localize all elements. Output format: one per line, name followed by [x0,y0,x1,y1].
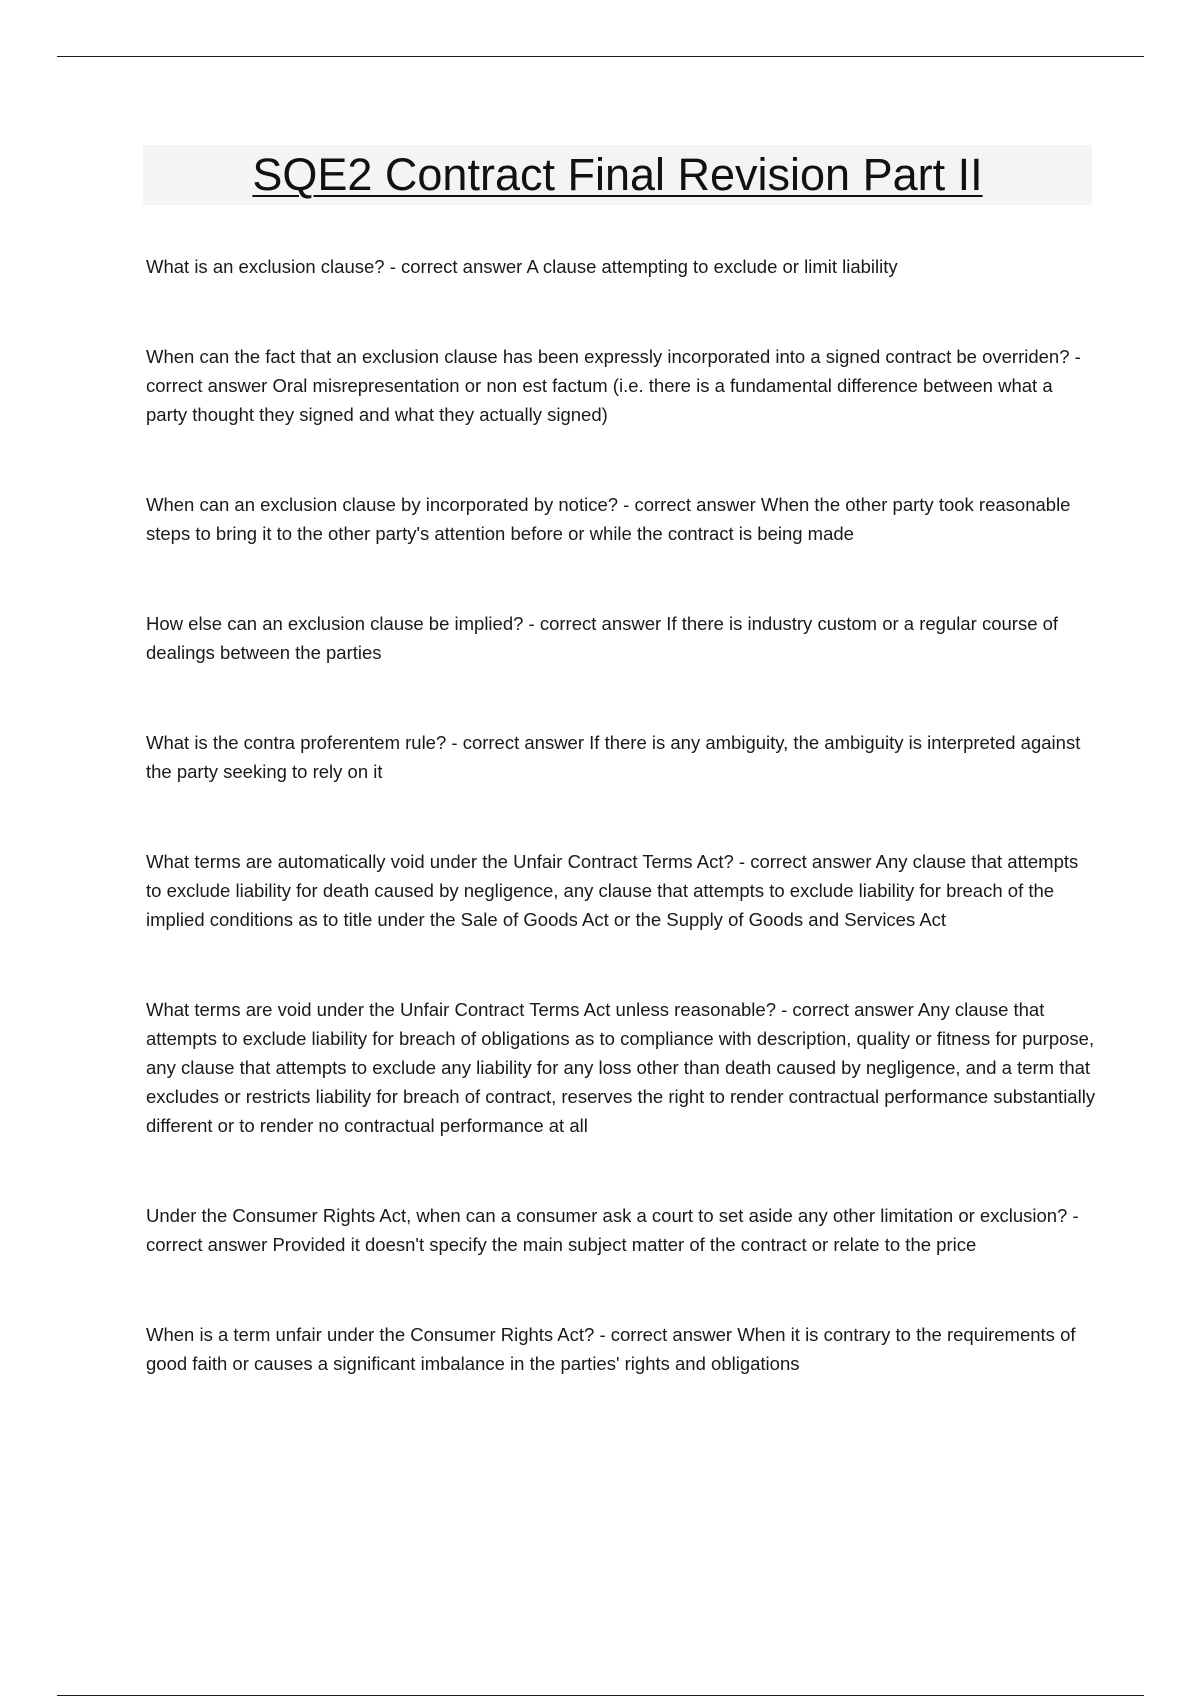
qa-item-3: When can an exclusion clause by incorporated by notice? - correct answer When the other party took reasonable steps to bring it to the other party's attention before or while the contract is being made [146,494,1071,544]
qa-item-6: What terms are automatically void under the Unfair Contract Terms Act? - correct answer Any clause that attempts to exclude liability for death caused by negligence, any clause that attempts to exclude liability for breach of the implied conditions as to title under the Sale of Goods Act or the Supply of Goods and Services Act [146,851,1079,930]
qa-item-8: Under the Consumer Rights Act, when can a consumer ask a court to set aside any other limitation or exclusion? - correct answer Provided it doesn't specify the main subject matter of the contract or relate to the price [146,1205,1079,1255]
qa-item-7: What terms are void under the Unfair Contract Terms Act unless reasonable? - correct answer Any clause that attempts to exclude liability for breach of obligations as to compliance with description, quality or fitness for purpose, any clause that attempts to exclude any liability for any loss other than death caused by negligence, and a term that excludes or restricts liability for breach of contract, reserves the right to render contractual performance substantially different or to render no contractual performance at all [146,999,1096,1136]
header-rule [57,56,1144,57]
document-title: SQE2 Contract Final Revision Part II [252,149,983,200]
qa-item-4: How else can an exclusion clause be implied? - correct answer If there is industry custom or a regular course of dealings between the parties [146,613,1059,663]
qa-item-5: What is the contra proferentem rule? - correct answer If there is any ambiguity, the ambiguity is interpreted against the party seeking to rely on it [146,732,1081,782]
qa-item-1: What is an exclusion clause? - correct answer A clause attempting to exclude or limit liability [146,256,898,277]
footer-rule [57,1695,1144,1696]
qa-item-9: When is a term unfair under the Consumer Rights Act? - correct answer When it is contrary to the requirements of good faith or causes a significant imbalance in the parties' rights and obligations [146,1324,1076,1374]
qa-list [146,252,1096,1378]
title-band [143,145,1092,205]
qa-item-2: When can the fact that an exclusion clause has been expressly incorporated into a signed contract be overriden? - correct answer Oral misrepresentation or non est factum (i.e. there is a fundamental difference between what a party thought they signed and what they actually signed) [146,346,1081,425]
